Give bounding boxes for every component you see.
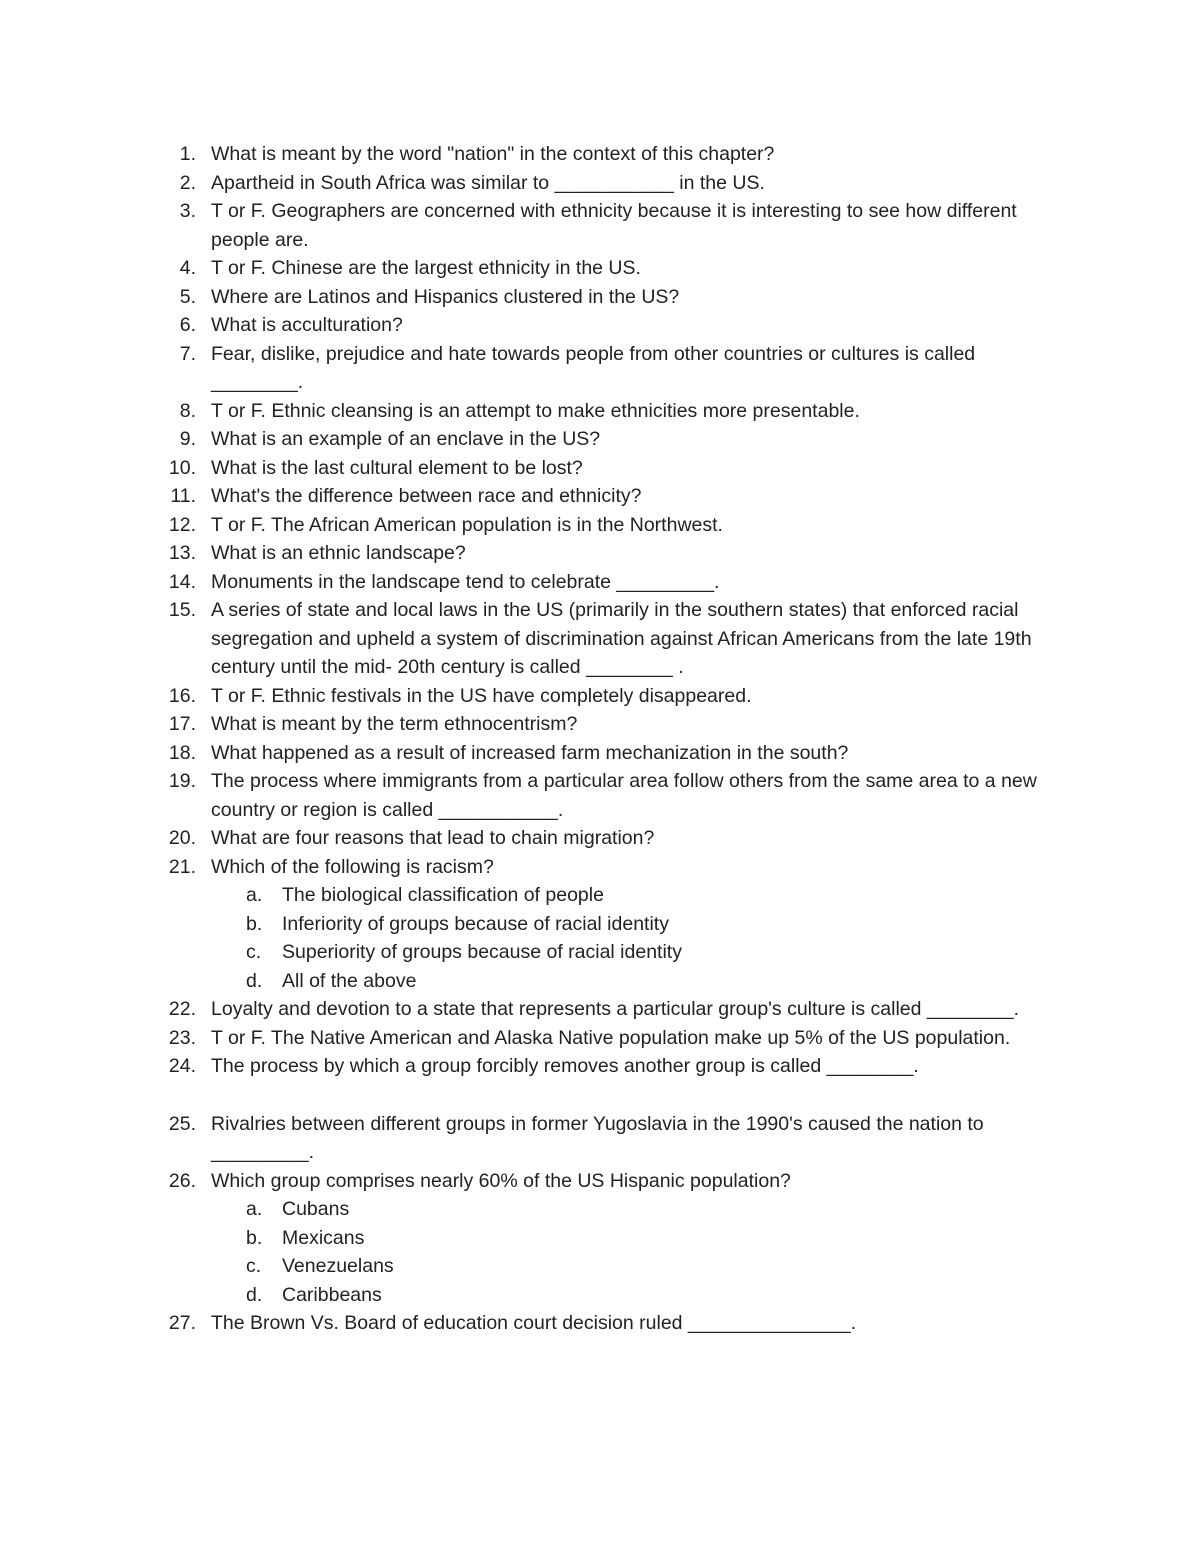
- question-text: What's the difference between race and ethnicity?: [211, 485, 642, 507]
- question-number: 17.: [168, 713, 196, 735]
- answer-option: [0, 938, 1062, 967]
- question-number: 10.: [168, 456, 196, 479]
- question-text: What is an ethnic landscape?: [211, 542, 466, 564]
- question-item: [0, 853, 1061, 882]
- answer-option: [0, 1252, 1062, 1281]
- question-number: 18.: [168, 741, 196, 764]
- answer-option: [0, 1195, 1062, 1224]
- question-number: 4.: [179, 257, 196, 279]
- question-number: 2.: [179, 171, 196, 194]
- question-text: T or F. The African American population is in the Northwest.: [211, 513, 723, 536]
- question-item: [0, 283, 1061, 312]
- option-text: All of the above: [282, 969, 417, 992]
- question-number: 20.: [168, 827, 196, 849]
- question-text: A series of state and local laws in the US (primarily in the southern states) that enforced racial segregation and upheld a system of discrimination against African Americans from the late 19th century until the mid- 20th century is called ________ .: [211, 599, 1032, 678]
- option-text: Caribbeans: [282, 1283, 382, 1306]
- option-letter: a.: [246, 884, 263, 906]
- question-item: [0, 539, 1061, 568]
- question-text: Where are Latinos and Hispanics clustered in the US?: [211, 285, 680, 308]
- option-letter: b.: [246, 1226, 263, 1249]
- question-text: The process where immigrants from a particular area follow others from the same area to a new country or region is called ___________.: [211, 770, 1037, 821]
- question-item: [0, 568, 1061, 597]
- question-text: Monuments in the landscape tend to celebrate _________.: [211, 570, 720, 593]
- question-number: 9.: [179, 428, 196, 450]
- question-item: [0, 511, 1061, 540]
- question-text: Loyalty and devotion to a state that represents a particular group's culture is called ________.: [211, 998, 1020, 1020]
- question-text: Apartheid in South Africa was similar to ___________ in the US.: [211, 171, 765, 194]
- question-item: [0, 739, 1061, 768]
- question-number: 8.: [179, 399, 196, 422]
- question-text: The process by which a group forcibly removes another group is called ________.: [211, 1055, 919, 1077]
- question-number: 25.: [168, 1112, 196, 1135]
- answer-option: [0, 1224, 1062, 1253]
- question-text: T or F. Geographers are concerned with ethnicity because it is interesting to see how different people are.: [211, 200, 1017, 251]
- question-number: 6.: [179, 314, 196, 336]
- question-item: [0, 311, 1061, 340]
- question-text: What is acculturation?: [211, 314, 403, 336]
- question-text: What is the last cultural element to be lost?: [211, 456, 583, 479]
- question-item: [0, 710, 1061, 739]
- question-number: 5.: [179, 285, 196, 308]
- question-number: 15.: [168, 599, 196, 621]
- question-text: T or F. Chinese are the largest ethnicity in the US.: [211, 257, 641, 279]
- question-item: [0, 482, 1061, 511]
- option-text: Venezuelans: [282, 1255, 394, 1277]
- question-item: [0, 340, 1061, 397]
- question-number: 1.: [179, 143, 196, 165]
- answer-option: [0, 1281, 1062, 1310]
- question-item: [0, 824, 1061, 853]
- question-text: Rivalries between different groups in former Yugoslavia in the 1990's caused the nation to _________.: [211, 1112, 984, 1163]
- question-number: 24.: [168, 1055, 196, 1077]
- option-text: Inferiority of groups because of racial identity: [282, 912, 669, 935]
- option-text: Superiority of groups because of racial identity: [282, 941, 682, 963]
- option-text: Cubans: [282, 1198, 350, 1220]
- question-item: [0, 397, 1061, 426]
- option-text: The biological classification of people: [282, 884, 604, 906]
- question-item: [0, 1052, 1061, 1081]
- question-list: [0, 140, 1200, 1338]
- option-letter: c.: [246, 1255, 262, 1277]
- question-number: 26.: [168, 1169, 196, 1192]
- option-letter: a.: [246, 1198, 263, 1220]
- question-text: T or F. Ethnic festivals in the US have completely disappeared.: [211, 684, 752, 707]
- question-text: What are four reasons that lead to chain migration?: [211, 827, 655, 849]
- option-letter: b.: [246, 912, 263, 935]
- question-text: T or F. The Native American and Alaska Native population make up 5% of the US population.: [211, 1026, 1011, 1049]
- question-number: 11.: [170, 485, 196, 507]
- question-text: T or F. Ethnic cleansing is an attempt to make ethnicities more presentable.: [211, 399, 860, 422]
- question-number: 22.: [168, 998, 196, 1020]
- question-text: The Brown Vs. Board of education court decision ruled _______________.: [211, 1312, 857, 1334]
- question-text: What is an example of an enclave in the US?: [211, 428, 601, 450]
- question-text: What is meant by the term ethnocentrism?: [211, 713, 578, 735]
- question-text: What happened as a result of increased farm mechanization in the south?: [211, 741, 849, 764]
- option-letter: c.: [246, 941, 262, 963]
- question-item: [0, 454, 1061, 483]
- question-number: 12.: [168, 513, 196, 536]
- question-number: 13.: [168, 542, 196, 564]
- question-text: What is meant by the word "nation" in the context of this chapter?: [211, 143, 775, 165]
- question-number: 27.: [168, 1312, 196, 1334]
- question-number: 19.: [168, 770, 196, 792]
- question-item: [0, 425, 1061, 454]
- question-item: [0, 596, 1061, 682]
- question-item: [0, 1309, 1061, 1338]
- question-item: [0, 767, 1061, 824]
- question-number: 23.: [168, 1026, 196, 1049]
- question-item: [0, 682, 1061, 711]
- question-item: [0, 1024, 1061, 1053]
- question-item: [0, 1167, 1061, 1196]
- option-letter: d.: [246, 1283, 263, 1306]
- question-item: [0, 1110, 1061, 1167]
- question-number: 3.: [179, 200, 196, 222]
- question-item: [0, 995, 1061, 1024]
- option-letter: d.: [246, 969, 263, 992]
- question-number: 7.: [179, 342, 196, 365]
- answer-option: [0, 967, 1062, 996]
- question-item: [0, 169, 1061, 198]
- question-item: [0, 197, 1061, 254]
- answer-option: [0, 881, 1062, 910]
- answer-option: [0, 910, 1062, 939]
- question-text: Which group comprises nearly 60% of the US Hispanic population?: [211, 1169, 791, 1192]
- question-number: 14.: [168, 570, 196, 593]
- question-item: [0, 140, 1061, 169]
- question-number: 21.: [168, 855, 196, 878]
- option-text: Mexicans: [282, 1226, 365, 1249]
- question-item: [0, 254, 1061, 283]
- question-number: 16.: [168, 684, 196, 707]
- question-text: Which of the following is racism?: [211, 855, 494, 878]
- question-text: Fear, dislike, prejudice and hate towards people from other countries or cultures is called ________.: [211, 342, 976, 393]
